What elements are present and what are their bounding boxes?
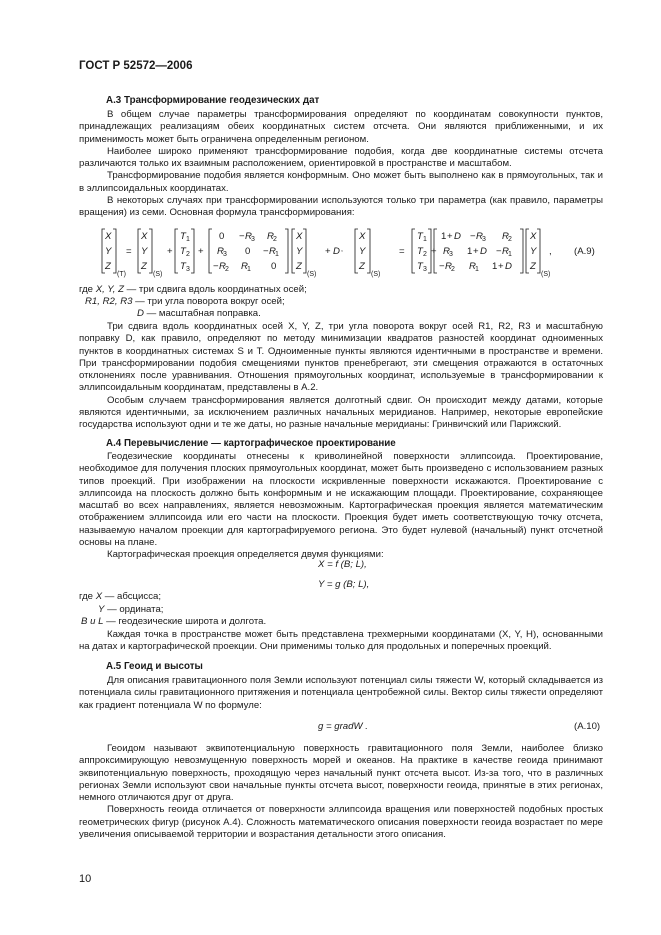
section-a4-body	[79, 451, 603, 562]
formula-symbol: R	[469, 261, 476, 272]
legend-where: где	[79, 284, 94, 295]
formula-symbol: R	[445, 261, 452, 272]
subscript: 3	[482, 236, 486, 243]
subscript: 1	[186, 236, 190, 243]
legend-text: геодезические широта и долгота.	[118, 616, 267, 627]
paragraph: Поверхность геоида отличается от поверхности эллипсоида вращения или поверхностей подобных простых геометрических фигур (рисунок А.4). Сложность математического описания поверхности геоида возрастает по мере увеличения описываемой территории и возрастания детальности этого описания.	[79, 804, 603, 841]
subscript: 1	[508, 251, 512, 258]
formula-operator: +	[431, 246, 437, 257]
formula-symbol: Y	[296, 246, 303, 257]
formula-number: 1	[492, 261, 498, 272]
formula-operator: −	[470, 231, 476, 242]
formula-gradient: g = gradW .	[318, 721, 368, 732]
formula-symbol: Z	[296, 261, 302, 272]
equation-number: (А.9)	[574, 246, 595, 257]
legend-text: три сдвига вдоль координатных осей;	[138, 284, 307, 295]
subscript: 2	[508, 236, 512, 243]
subscript: 2	[423, 251, 427, 258]
formula-symbol: R	[217, 246, 224, 257]
legend-dash: —	[107, 604, 117, 615]
legend-text: три угла поворота вокруг осей;	[147, 296, 285, 307]
formula-operator: +	[447, 231, 453, 242]
formula-operator: +	[325, 246, 331, 257]
formula-symbol: R	[269, 246, 276, 257]
legend-dash: —	[106, 616, 116, 627]
formula-symbol: R	[502, 231, 509, 242]
subscript: (T)	[117, 271, 126, 278]
legend-text: абсцисса;	[117, 591, 161, 602]
formula-operator: +	[198, 246, 204, 257]
legend-dash: —	[146, 308, 157, 319]
formula-number: 1	[441, 231, 447, 242]
paragraph: В общем случае параметры трансформирования определяют по координатам совокупности пунктов, принадлежащих реализациям обеих координатных систем отсчета. Они являются приближенными, и их применимость может быть ограничена определенным регионом.	[79, 109, 603, 145]
formula-operator: −	[496, 246, 502, 257]
formula-symbol: R	[502, 246, 509, 257]
formula-symbol: Y	[359, 246, 366, 257]
subscript: 3	[423, 266, 427, 273]
legend-text: масштабная поправка.	[158, 308, 261, 319]
paragraph: Картографическая проекция определяется двумя функциями:	[107, 549, 384, 561]
formula-symbol: R	[245, 231, 252, 242]
subscript: 2	[225, 266, 229, 273]
legend-symbol: X, Y, Z	[95, 284, 124, 295]
formula-operator: =	[399, 246, 405, 257]
formula-symbol: R	[241, 261, 248, 272]
subscript: 2	[451, 266, 455, 273]
formula-symbol: Y	[141, 246, 148, 257]
subscript: 3	[449, 251, 453, 258]
legend-symbol: X	[95, 591, 103, 602]
formula-symbol: X	[296, 231, 303, 242]
subscript: 1	[475, 266, 479, 273]
formula-symbol: X	[530, 231, 537, 242]
formula-number: 0	[245, 246, 251, 257]
subscript: (S)	[371, 271, 381, 278]
legend-row	[137, 308, 261, 320]
paragraph: Трансформирование подобия является конформным. Оно может быть выполнено как в прямоугольных, так и в эллипсоидальных координатах.	[79, 170, 603, 194]
subscript: (S)	[307, 271, 317, 278]
paragraph: Каждая точка в пространстве может быть представлена трехмерными координатами (X, Y, H), основанными на датах и картографической проекции. Они применимы только для продольных и поперечных проекций.	[79, 629, 603, 653]
legend-dash: —	[104, 591, 115, 602]
formula-symbol: D	[505, 261, 512, 272]
standard-code: ГОСТ Р 52572—2006	[79, 60, 193, 72]
paragraph: В некоторых случаях при трансформировании используются только три параметра (как правило, параметры вращения) из семи. Основная формула трансформирования:	[79, 195, 603, 219]
subscript: (S)	[541, 271, 551, 278]
legend-text: ордината;	[119, 604, 164, 615]
paragraph: Особым случаем трансформирования является долготный сдвиг. Он происходит между датами, которые являются идентичными, за исключением различных начальных меридианов. Например, некоторые европейские государства используют одни и те же даты, но разные начальные меридианы: Гринвичский или Парижский.	[79, 394, 603, 431]
formula-symbol: D	[333, 246, 340, 257]
legend-dash: —	[126, 284, 137, 295]
formula-symbol: T	[180, 246, 186, 257]
subscript: 3	[186, 266, 190, 273]
formula-operator: −	[439, 261, 445, 272]
formula-symbol: T	[180, 231, 186, 242]
formula-symbol: Z	[530, 261, 536, 272]
formula-y: Y = g (B; L),	[318, 579, 370, 590]
formula-symbol: R	[476, 231, 483, 242]
formula-a9	[79, 227, 603, 279]
section-a3-body	[79, 321, 603, 432]
formula-number: 0	[219, 231, 225, 242]
formula-symbol: X	[141, 231, 148, 242]
legend-symbol: Y	[98, 604, 105, 615]
legend-symbol: R1, R2, R3	[85, 296, 133, 307]
formula-symbol: Y	[530, 246, 537, 257]
subscript: 3	[223, 251, 227, 258]
section-heading-a4: А.4 Перевычисление — картографическое проектирование	[106, 438, 396, 449]
subscript: 1	[423, 236, 427, 243]
formula-symbol: X	[359, 231, 366, 242]
legend-row	[98, 604, 163, 616]
formula-operator: −	[239, 231, 245, 242]
formula-symbol: T	[417, 231, 423, 242]
formula-symbol: Z	[359, 261, 365, 272]
formula-symbol: X	[105, 231, 112, 242]
section-heading-a5: А.5 Геоид и высоты	[106, 661, 203, 672]
formula-x: X = f (B; L),	[318, 559, 367, 570]
formula-symbol: T	[417, 261, 423, 272]
subscript: 2	[273, 236, 277, 243]
formula-dot: ,	[549, 246, 552, 257]
subscript: 1	[247, 266, 251, 273]
formula-symbol: Y	[105, 246, 112, 257]
page-number: 10	[79, 873, 92, 885]
subscript: 2	[186, 251, 190, 258]
legend-row	[85, 296, 285, 308]
subscript: 1	[275, 251, 279, 258]
formula-operator: +	[473, 246, 479, 257]
formula-symbol: D	[480, 246, 487, 257]
paragraph: Наиболее широко применяют трансформирование подобия, когда две координатные системы отсчета различаются только их взаимным расположением, ориентировкой в пространстве и масштабом.	[79, 145, 603, 170]
section-a5-body	[79, 743, 603, 841]
formula-symbol: T	[417, 246, 423, 257]
legend-row	[79, 591, 161, 603]
formula-operator: +	[167, 246, 173, 257]
paragraph: Для описания гравитационного поля Земли используют потенциал силы тяжести W, который складывается из потенциала силы гравитационного притяжения и потенциала центробежной силы. Вектор силы тяжести определяют как градиент потенциала W по формуле:	[79, 675, 603, 711]
equation-number: (А.10)	[574, 721, 601, 732]
section-a4-tail	[79, 629, 603, 654]
paragraph: Геодезические координаты отнесены к криволинейной поверхности эллипсоида. Проектирование, необходимое для получения плоских прямоугольных координат, может быть произведено с использованием разных типов проекций. При изображении на плоскости искривленные поверхности искажаются. Проектирование с эллипсоида на плоскость должно быть конформным и не искажающим площади. Проектирование, сохраняющее масштаб во всех направлениях, является невозможным. Картографическая проекция является математическим отображением эллипсоида или его части на плоскости. Проекция будет иметь соответствующую точку отсчета, называемую началом проекции для картографируемого региона. Это будет нулевой (начальный) пункт отсчетной основы на плане.	[79, 451, 603, 549]
formula-symbol: R	[219, 261, 226, 272]
legend-symbol: B и L	[81, 616, 104, 627]
formula-operator: −	[213, 261, 219, 272]
formula-operator: =	[126, 246, 132, 257]
legend-symbol: D	[137, 308, 144, 319]
formula-dot: ,	[341, 246, 343, 253]
subscript: 3	[251, 236, 255, 243]
formula-symbol: R	[443, 246, 450, 257]
formula-symbol: R	[267, 231, 274, 242]
subscript: (S)	[153, 271, 163, 278]
legend-row	[79, 284, 307, 296]
legend-where: где	[79, 591, 94, 602]
formula-symbol: D	[454, 231, 461, 242]
formula-operator: +	[498, 261, 504, 272]
legend-dash: —	[135, 296, 145, 307]
legend-row	[81, 616, 266, 628]
formula-number: 0	[271, 261, 277, 272]
formula-number: 1	[467, 246, 473, 257]
paragraph: Три сдвига вдоль координатных осей X, Y, Z, три угла поворота вокруг осей R1, R2, R3 и масштабную поправку D, как правило, определяют по методу минимизации квадратов разностей координат одноименных пунктов в координатных системах S и T. Одноименные пункты являются идентичными в пространстве и времени. При трансформировании подобия смещениями пунктов пренебрегают, эти смещения отражаются в остаточных отклонениях после уравнивания. Отношения прямоугольных координат, используемые в трансформировании к эллипсоидальным координатам, представлены в А.2.	[79, 321, 603, 394]
formula-symbol: T	[180, 261, 186, 272]
formula-operator: −	[263, 246, 269, 257]
formula-symbol: Z	[141, 261, 147, 272]
section-heading-a3: А.3 Трансформирование геодезических дат	[106, 95, 320, 106]
formula-symbol: Z	[105, 261, 111, 272]
section-a3-intro	[79, 109, 603, 220]
paragraph: Геоидом называют эквипотенциальную поверхность гравитационного поля Земли, наиболее близко аппроксимирующую невозмущенную поверхность морей и океанов. На практике в качестве геоида принимают эквипотенциальную поверхность, проходящую через начальный пункт отсчета высот. Из-за того, что в различных регионах Земли используют свои начальные пункты отсчета высот, поверхности геоида, принятые в этих регионах, немного отличаются друг от друга.	[79, 743, 603, 804]
section-a5-intro	[79, 675, 603, 712]
